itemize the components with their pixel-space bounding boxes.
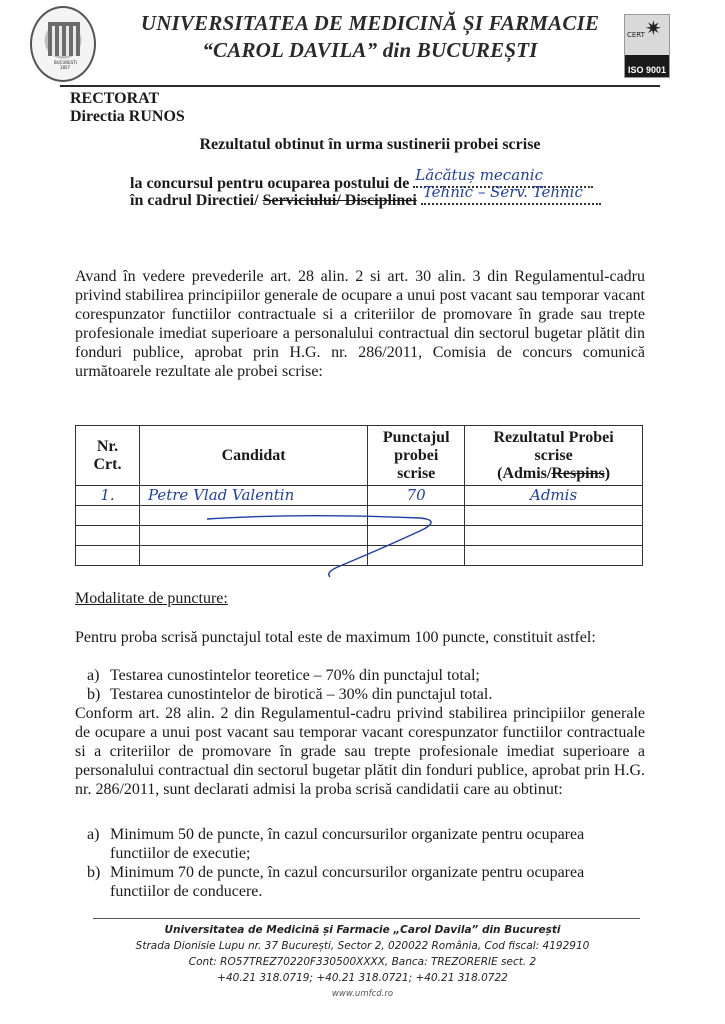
iso-certification-logo	[624, 14, 670, 78]
department-runos: Directia RUNOS	[70, 108, 185, 125]
university-name-line2: “CAROL DAVILA” din BUCUREȘTI	[202, 38, 538, 62]
admission-thresholds-list	[75, 825, 645, 901]
cell-candidate	[139, 526, 367, 546]
list-item-text: Testarea cunostintelor de birotică – 30% din punctajul total.	[110, 686, 493, 703]
scoring-intro: Pentru proba scrisă punctajul total este de maximum 100 puncte, constituit astfel:	[75, 629, 596, 646]
department-rectorat: RECTORAT	[70, 90, 160, 107]
post-label: la concursul pentru ocuparea postului de	[130, 175, 410, 192]
cell-score	[368, 506, 465, 526]
footer-university: Universitatea de Medicină și Farmacie „Carol Davila” din București	[164, 924, 561, 936]
cell-nr	[76, 486, 140, 506]
cell-score-value: 70	[406, 486, 426, 504]
cell-candidate	[139, 546, 367, 566]
seal-column	[59, 26, 62, 56]
document-title: Rezultatul obtinut în urma sustinerii probei scrise	[199, 136, 541, 153]
list-marker: b)	[87, 864, 101, 881]
header-result-struck: Respins	[551, 464, 605, 482]
table-row	[76, 486, 643, 506]
header-result	[465, 426, 643, 486]
scoring-components-list	[75, 666, 645, 704]
cell-score	[368, 526, 465, 546]
header-result-text: Rezultatul Probei scrise (Admis/	[493, 428, 614, 482]
list-marker: a)	[87, 826, 100, 843]
footer-bank-account: Cont: RO57TREZ70220F330500XXXX, Banca: TREZORERIE sect. 2	[188, 956, 537, 968]
footer-divider	[93, 918, 640, 919]
cell-nr	[76, 526, 140, 546]
results-table	[75, 425, 643, 566]
cell-score	[368, 486, 465, 506]
seal-column	[66, 26, 69, 56]
list-item-text: Testarea cunostintelor teoretice – 70% din punctajul total;	[110, 667, 480, 684]
header-score: Punctajul probei scrise	[368, 426, 465, 486]
university-name-line1: UNIVERSITATEA DE MEDICINĂ ȘI FARMACIE	[140, 11, 600, 35]
list-item	[75, 825, 645, 863]
header-candidate: Candidat	[139, 426, 367, 486]
intro-paragraph: Avand în vedere prevederile art. 28 alin. 2 si art. 30 alin. 3 din Regulamentul-cadru privind stabilirea principiilor generale de ocupare a unui post vacant sau temporar vacant corespunzator functiilor contractuale si a criteriilor de promovare în grade sau trepte profesionale imediat superioare a personalului contractual din sectorul bugetar plătit din fonduri publice, aprobat prin H.G. nr. 286/2011, Comisia de concurs comunică următoarele rezultate ale probei scrise:	[75, 268, 645, 380]
cell-nr-value: 1.	[100, 486, 115, 504]
cert-iso-label: ISO 9001	[625, 55, 669, 77]
list-item-text: Minimum 50 de puncte, în cazul concursurilor organizate pentru ocuparea functiilor de executie;	[110, 826, 585, 862]
footer-website-link[interactable]: www.umfcd.ro	[331, 989, 394, 999]
table-row	[76, 546, 643, 566]
cert-logo-text: CERT	[627, 31, 645, 39]
dept-label: în cadrul Directiei/	[130, 192, 259, 209]
header-nr: Nr. Crt.	[76, 426, 140, 486]
list-item-text: Minimum 70 de puncte, în cazul concursurilor organizate pentru ocuparea functiilor de conducere.	[110, 864, 585, 900]
footer	[75, 922, 650, 1002]
list-item	[75, 685, 645, 704]
university-name	[140, 10, 600, 64]
cell-result	[465, 526, 643, 546]
conform-paragraph: Conform art. 28 alin. 2 din Regulamentul-cadru privind stabilirea principiilor generale de ocupare a unui post vacant sau temporar vacant corespunzator functiilor contractuale si a criteriilor de promovare în grade sau trepte profesionale imediat superioare a personalului contractual din sectorul bugetar plătit din fonduri publice, aprobat prin H.G. nr. 286/2011, sunt declarati admisi la proba scrisă candidatii care au obtinut:	[75, 705, 645, 798]
list-marker: b)	[87, 686, 101, 703]
table-row	[76, 506, 643, 526]
table-header-row	[76, 426, 643, 486]
cell-result	[465, 506, 643, 526]
cell-result	[465, 546, 643, 566]
cell-nr	[76, 506, 140, 526]
dept-label-struck: Serviciului/ Disciplinei	[262, 192, 417, 209]
seal-caption: BUCURESTI 1857	[54, 60, 77, 70]
footer-address: Strada Dionisie Lupu nr. 37 București, Sector 2, 020022 România, Cod fiscal: 4192910	[135, 940, 590, 952]
dept-name-handwritten: Tehnic – Serv. Tehnic	[422, 183, 583, 201]
post-name-handwritten: Lăcătuș mecanic	[415, 166, 544, 184]
scoring-section-title: Modalitate de puncture:	[75, 590, 228, 607]
cell-result	[465, 486, 643, 506]
dept-name-field	[421, 183, 601, 205]
cell-candidate	[139, 486, 367, 506]
header-result-suffix: )	[604, 464, 611, 482]
seal-column	[73, 26, 76, 56]
cell-candidate	[139, 506, 367, 526]
list-item	[75, 863, 645, 901]
list-item	[75, 666, 645, 685]
cert-star-icon: ✷	[645, 18, 662, 40]
cell-score	[368, 546, 465, 566]
seal-column	[52, 26, 55, 56]
table-row	[76, 526, 643, 546]
footer-phones: +40.21 318.0719; +40.21 318.0721; +40.21 318.0722	[217, 972, 508, 984]
university-seal-logo	[30, 6, 96, 82]
list-marker: a)	[87, 667, 100, 684]
cell-nr	[76, 546, 140, 566]
cell-result-value: Admis	[530, 486, 578, 504]
header-divider	[60, 85, 660, 87]
cell-candidate-value: Petre Vlad Valentin	[147, 486, 295, 504]
